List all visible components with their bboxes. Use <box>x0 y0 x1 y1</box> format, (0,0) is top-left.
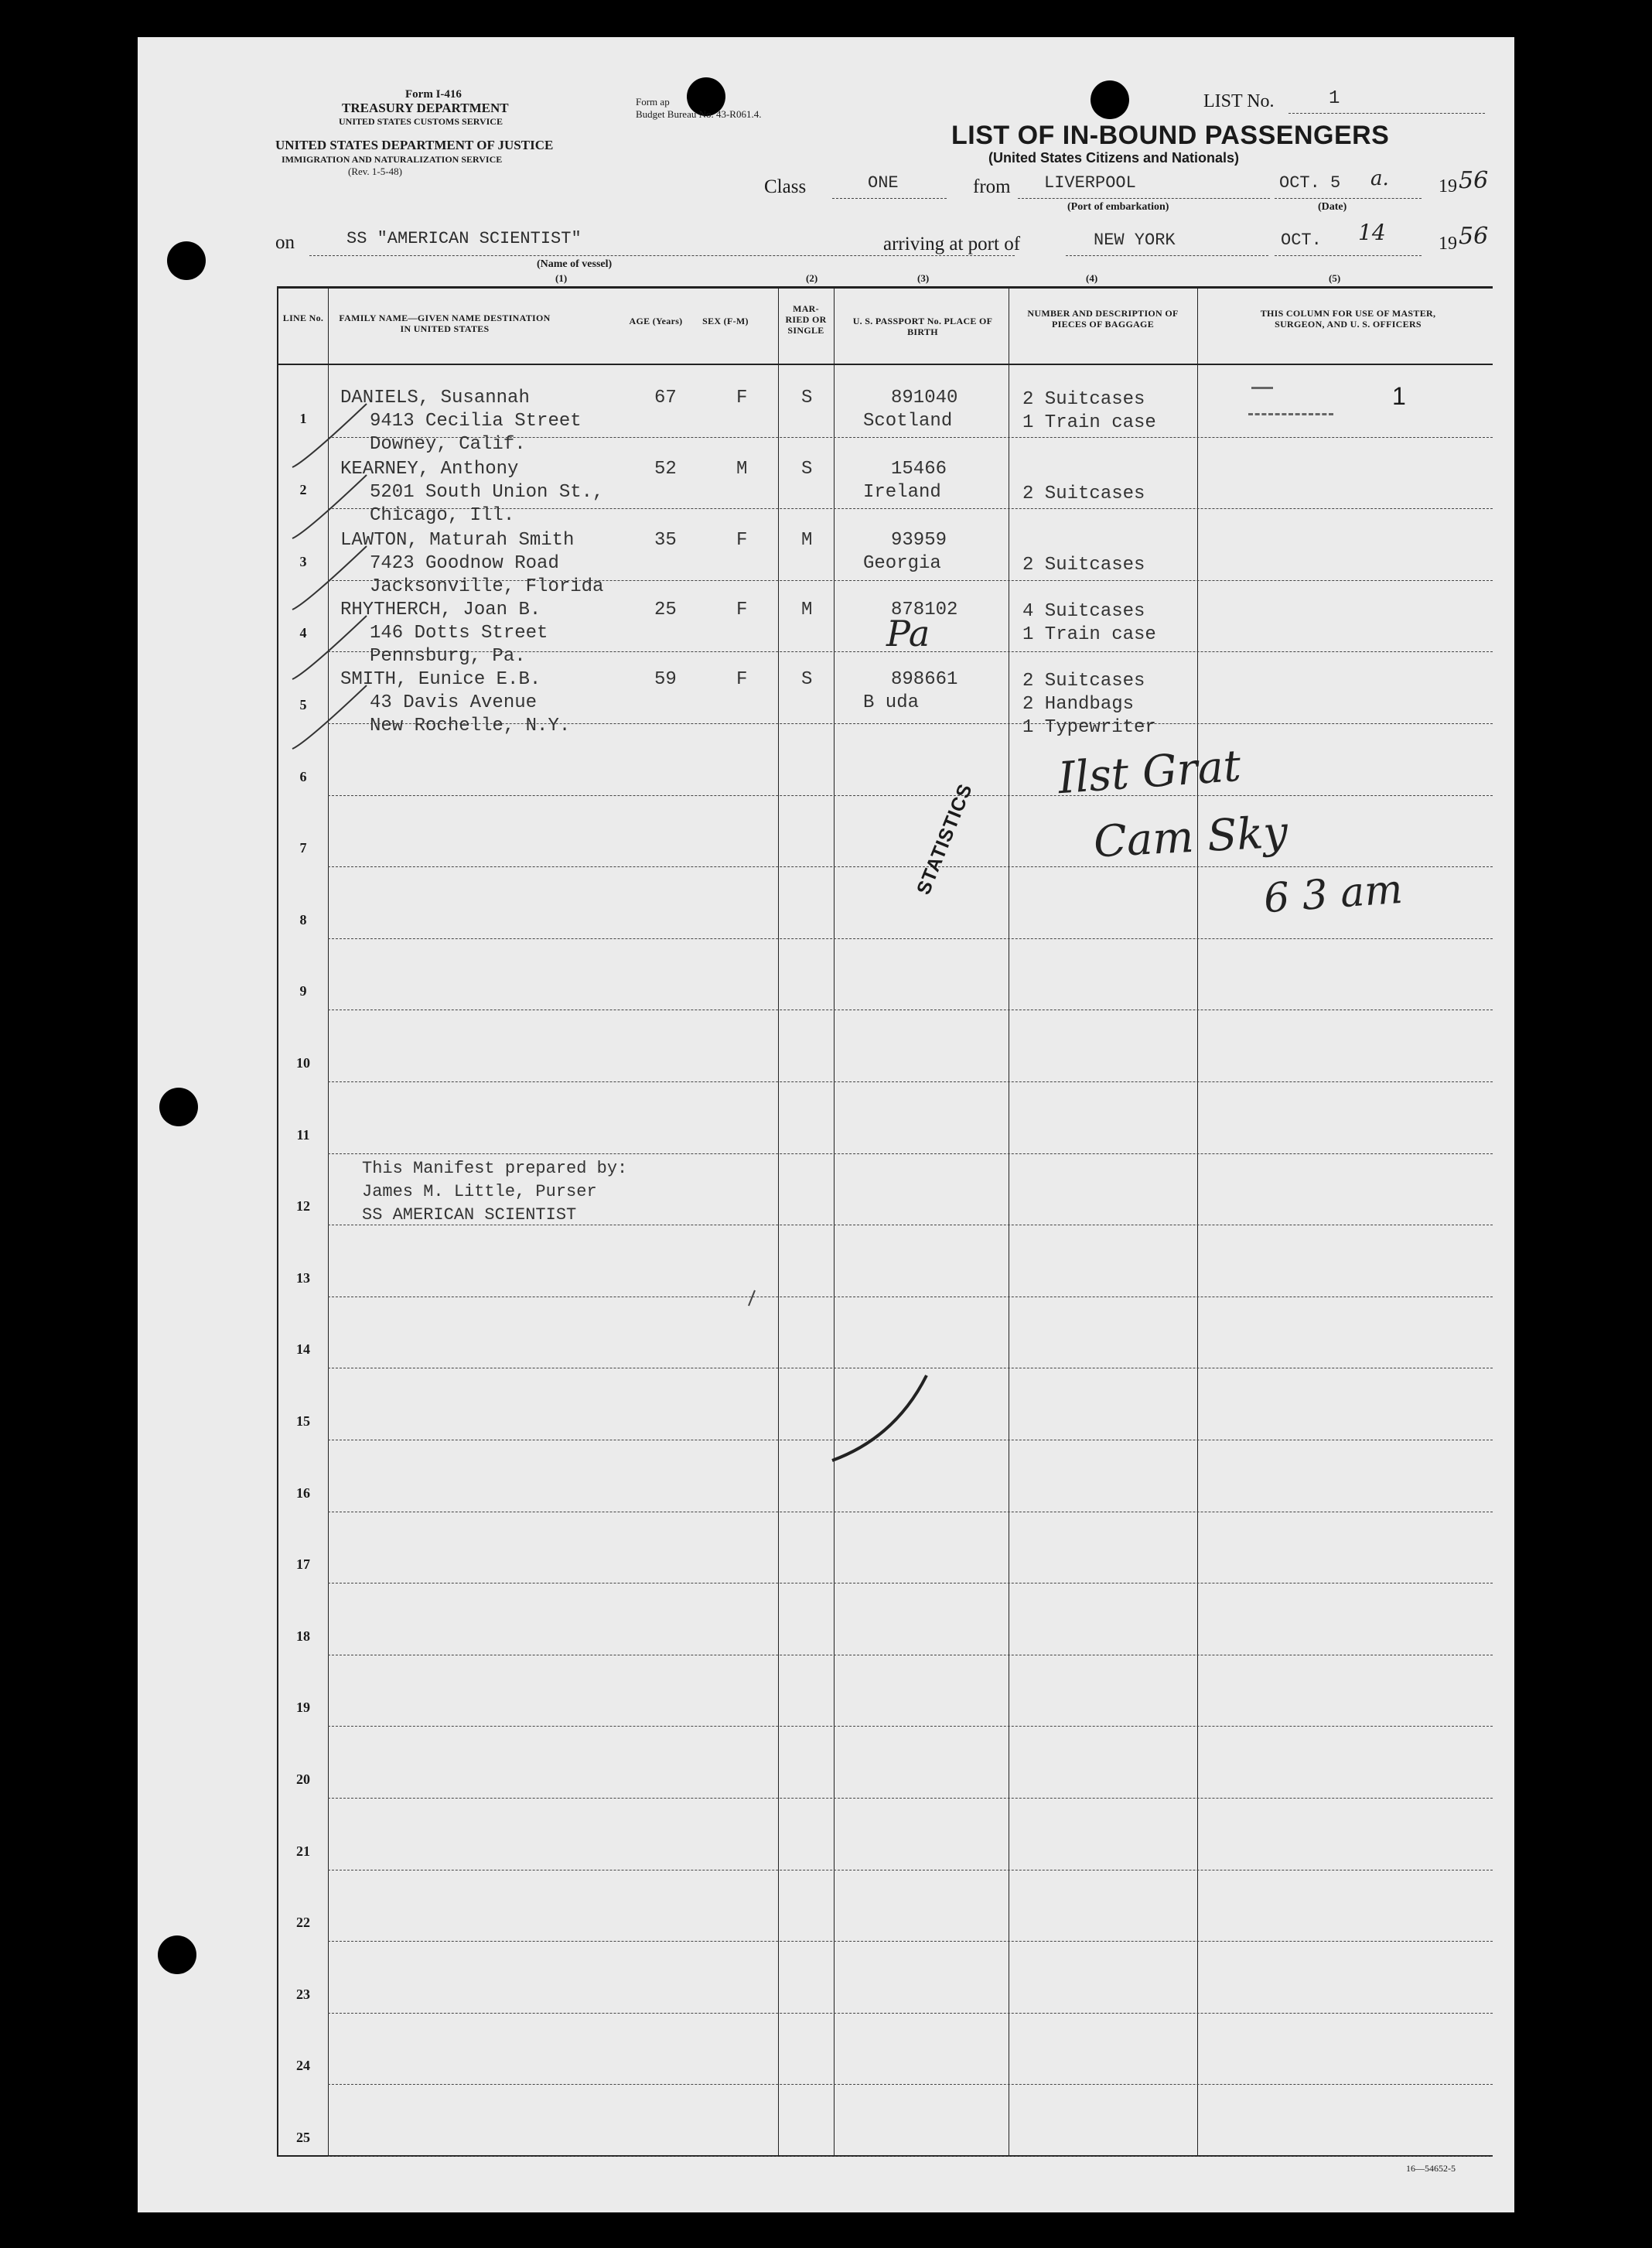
passenger-name: RHYTHERCH, Joan B. <box>340 600 541 620</box>
passenger-address: 9413 Cecilia Street <box>370 411 582 432</box>
passenger-city: Chicago, Ill. <box>370 505 515 526</box>
embark-caption: (Port of embarkation) <box>1067 201 1169 213</box>
line-number: 6 <box>299 768 307 784</box>
passenger-name: DANIELS, Susannah <box>340 388 530 408</box>
depart-date-hand: a. <box>1370 167 1389 190</box>
passenger-sex: F <box>736 388 748 408</box>
line-number: 12 <box>296 1198 310 1215</box>
line-number: 16 <box>296 1484 310 1501</box>
passenger-marital: S <box>801 388 813 408</box>
passenger-marital: M <box>801 530 813 551</box>
footer-code: 16—54652-5 <box>1406 2163 1456 2174</box>
class-value: ONE <box>868 173 899 193</box>
tick-mark <box>292 685 367 749</box>
passenger-name: SMITH, Eunice E.B. <box>340 669 541 690</box>
form-approval: Form ap <box>636 96 670 108</box>
passenger-address: 43 Davis Avenue <box>370 692 538 713</box>
col-header-married: MAR- RIED OR SINGLE <box>785 303 827 336</box>
depart-date: OCT. 5 <box>1279 173 1341 193</box>
embark-port: LIVERPOOL <box>1044 173 1136 193</box>
line-number: 3 <box>299 553 307 569</box>
place-of-birth: Scotland <box>863 411 953 432</box>
tick-marks <box>138 37 1514 811</box>
line-number: 8 <box>299 911 307 928</box>
line-number: 4 <box>299 625 307 641</box>
line-number: 25 <box>296 2130 310 2145</box>
signature-line-3: 6 3 am <box>1262 866 1405 923</box>
prepared-by-line-2: James M. Little, Purser <box>362 1182 597 1201</box>
officer-mark: 1 <box>1392 382 1406 410</box>
passenger-age: 25 <box>654 600 677 620</box>
on-label: on <box>275 232 295 253</box>
signature-line-2: Cam Sky <box>1092 807 1289 868</box>
pencil-stroke-curve <box>832 1375 927 1461</box>
passenger-city: Downey, Calif. <box>370 434 526 455</box>
line-number: 7 <box>299 840 307 856</box>
col-header-name: FAMILY NAME—GIVEN NAME DESTINATION IN UNITED STATES <box>339 313 551 334</box>
line-number: 18 <box>296 1628 310 1644</box>
passport-number: 93959 <box>891 530 947 551</box>
line-number: 9 <box>299 983 307 999</box>
class-label: Class <box>764 176 807 197</box>
customs-service: UNITED STATES CUSTOMS SERVICE <box>339 116 503 127</box>
passenger-marital: S <box>801 459 813 480</box>
line-number: 15 <box>296 1413 310 1429</box>
baggage-line-3: 1 Typewriter <box>1022 717 1156 738</box>
vessel-caption: (Name of vessel) <box>537 258 613 270</box>
tick-mark <box>292 616 367 679</box>
line-number: 19 <box>296 1700 310 1716</box>
passenger-city: New Rochelle, N.Y. <box>370 716 571 736</box>
line-number: 23 <box>296 1986 310 2002</box>
line-number: 24 <box>296 2058 310 2074</box>
immigration-service: IMMIGRATION AND NATURALIZATION SERVICE <box>282 154 503 165</box>
passenger-sex: F <box>736 669 748 690</box>
passenger-address: 7423 Goodnow Road <box>370 553 559 574</box>
line-number: 5 <box>299 697 307 712</box>
passenger-address: 5201 South Union St., <box>370 482 604 503</box>
col-header-passport: U. S. PASSPORT No. PLACE OF BIRTH <box>852 316 993 337</box>
place-of-birth: Ireland <box>863 482 941 503</box>
line-number: 1 <box>299 410 307 426</box>
vessel-name: SS "AMERICAN SCIENTIST" <box>346 229 582 248</box>
depart-year-prefix: 19 <box>1439 176 1457 196</box>
pencil-stroke-small <box>749 1290 755 1306</box>
passenger-sex: F <box>736 600 748 620</box>
baggage-line-2: 2 Suitcases <box>1022 483 1145 504</box>
line-number: 22 <box>296 1915 310 1931</box>
baggage-line-2: 2 Handbags <box>1022 694 1135 715</box>
arrival-year-hand: 56 <box>1459 223 1489 250</box>
col-num-5: (5) <box>1329 272 1341 284</box>
baggage-line-1: 4 Suitcases <box>1022 601 1145 622</box>
arrival-date: OCT. <box>1281 231 1322 250</box>
passenger-age: 67 <box>654 388 677 408</box>
passenger-age: 35 <box>654 530 677 551</box>
passenger-marital: S <box>801 669 813 690</box>
binder-hole <box>158 1935 196 1974</box>
passenger-marital: M <box>801 600 813 620</box>
budget-bureau: Budget Bureau No. 43-R061.4. <box>636 108 762 120</box>
passport-number: 15466 <box>891 459 947 480</box>
binder-hole <box>167 241 206 280</box>
line-number: 11 <box>296 1126 310 1143</box>
form-revision: (Rev. 1-5-48) <box>348 166 402 177</box>
passenger-address: 146 Dotts Street <box>370 623 548 644</box>
passenger-name: LAWTON, Maturah Smith <box>340 530 575 551</box>
birth-hand-pa: Pa <box>886 613 930 654</box>
line-number: 17 <box>296 1556 310 1573</box>
baggage-line-2: 2 Suitcases <box>1022 555 1145 576</box>
baggage-line-2: 1 Train case <box>1022 412 1156 433</box>
passenger-city: Pennsburg, Pa. <box>370 646 526 667</box>
justice-dept: UNITED STATES DEPARTMENT OF JUSTICE <box>275 138 554 152</box>
list-no-value: 1 <box>1329 88 1340 109</box>
arriving-label: arriving at port of <box>883 234 1021 255</box>
passenger-age: 59 <box>654 669 677 690</box>
prepared-by-line-1: This Manifest prepared by: <box>362 1159 628 1178</box>
line-number: 2 <box>299 482 307 498</box>
page-title: LIST OF IN-BOUND PASSENGERS <box>951 121 1390 150</box>
line-number: 14 <box>296 1341 310 1358</box>
passenger-name: KEARNEY, Anthony <box>340 459 519 480</box>
line-number: 20 <box>296 1771 310 1787</box>
passenger-city: Jacksonville, Florida <box>370 576 604 597</box>
vessel-col-num: (1) <box>555 272 568 284</box>
tick-mark <box>292 404 367 467</box>
arrival-year-prefix: 19 <box>1439 234 1457 254</box>
baggage-line-1: 2 Suitcases <box>1022 671 1145 692</box>
signature-line-1: Ilst Grat <box>1056 740 1243 805</box>
manifest-page <box>138 37 1514 2212</box>
date-caption: (Date) <box>1318 201 1347 213</box>
from-label: from <box>973 176 1011 197</box>
line-number: 21 <box>296 1843 310 1859</box>
passenger-sex: M <box>736 459 748 480</box>
tick-mark <box>292 546 367 610</box>
place-of-birth: Georgia <box>863 553 941 574</box>
col-header-officers: THIS COLUMN FOR USE OF MASTER, SURGEON, AND U. S. OFFICERS <box>1260 308 1436 330</box>
baggage-line-2: 1 Train case <box>1022 624 1156 645</box>
form-number: Form I-416 <box>405 88 462 101</box>
line-number: 13 <box>296 1269 310 1286</box>
tick-mark <box>292 475 367 538</box>
binder-hole <box>159 1088 198 1126</box>
treasury-dept: TREASURY DEPARTMENT <box>342 101 509 115</box>
col-header-age: AGE (Years) <box>629 316 683 326</box>
col-header-baggage: NUMBER AND DESCRIPTION OF PIECES OF BAGGAGE <box>1027 308 1179 330</box>
arrival-date-hand: 14 <box>1358 220 1386 245</box>
passenger-sex: F <box>736 530 748 551</box>
depart-year-hand: 56 <box>1459 167 1489 194</box>
col-num-2: (2) <box>806 272 818 284</box>
list-no-label: LIST No. <box>1203 91 1275 111</box>
col-header-sex: SEX (F-M) <box>702 316 749 326</box>
col-num-4: (4) <box>1086 272 1098 284</box>
col-num-3: (3) <box>917 272 930 284</box>
passport-number: 878102 <box>891 600 958 620</box>
arrival-port: NEW YORK <box>1094 231 1176 250</box>
baggage-line-1: 2 Suitcases <box>1022 389 1145 410</box>
passport-number: 891040 <box>891 388 958 408</box>
statistics-stamp: STATISTICS <box>913 780 977 898</box>
line-number: 10 <box>296 1055 310 1071</box>
col-header-line: LINE No. <box>282 313 324 323</box>
page-subtitle: (United States Citizens and Nationals) <box>988 150 1240 166</box>
prepared-by-line-3: SS AMERICAN SCIENTIST <box>362 1205 577 1225</box>
passport-number: 898661 <box>891 669 958 690</box>
place-of-birth: B uda <box>863 692 920 713</box>
passenger-age: 52 <box>654 459 677 480</box>
